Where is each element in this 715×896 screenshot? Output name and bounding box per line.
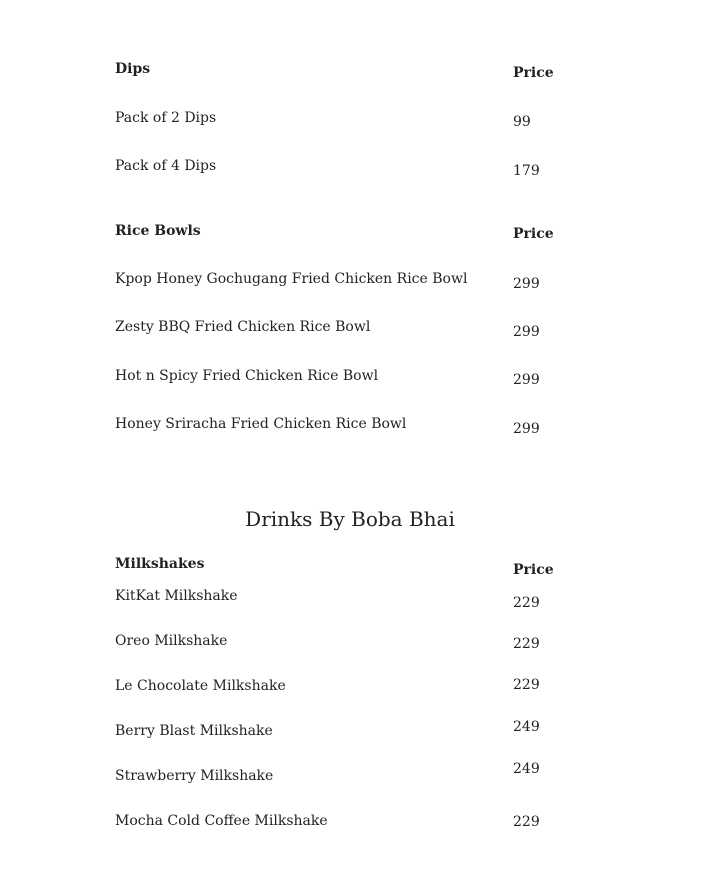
menu-item-price: 229 [513, 636, 540, 652]
menu-item-name: Kpop Honey Gochugang Fried Chicken Rice Bowl [115, 271, 468, 287]
drinks-section-title: Drinks By Boba Bhai [245, 507, 455, 531]
rice-bowls-price-heading: Price [513, 226, 554, 242]
menu-item-name: KitKat Milkshake [115, 588, 238, 604]
menu-item-price: 229 [513, 814, 540, 830]
menu-item-price: 249 [513, 719, 540, 735]
menu-item-name: Pack of 2 Dips [115, 110, 217, 126]
menu-item-name: Zesty BBQ Fried Chicken Rice Bowl [115, 319, 371, 335]
menu-item-price: 179 [513, 163, 540, 179]
menu-item-price: 229 [513, 677, 540, 693]
menu-item-name: Le Chocolate Milkshake [115, 678, 286, 694]
menu-item-name: Oreo Milkshake [115, 633, 228, 649]
menu-item-price: 99 [513, 114, 531, 130]
dips-price-heading: Price [513, 65, 554, 81]
menu-item-price: 299 [513, 276, 540, 292]
menu-item-name: Berry Blast Milkshake [115, 723, 273, 739]
menu-item-price: 299 [513, 324, 540, 340]
milkshakes-price-heading: Price [513, 562, 554, 578]
menu-item-price: 249 [513, 761, 540, 777]
menu-item-price: 299 [513, 421, 540, 437]
rice-bowls-heading: Rice Bowls [115, 223, 201, 239]
menu-item-name: Mocha Cold Coffee Milkshake [115, 813, 328, 829]
menu-item-price: 229 [513, 595, 540, 611]
menu-item-name: Honey Sriracha Fried Chicken Rice Bowl [115, 416, 407, 432]
menu-item-name: Pack of 4 Dips [115, 158, 217, 174]
dips-heading: Dips [115, 61, 151, 77]
milkshakes-heading: Milkshakes [115, 556, 205, 572]
menu-item-name: Hot n Spicy Fried Chicken Rice Bowl [115, 368, 379, 384]
menu-item-name: Strawberry Milkshake [115, 768, 274, 784]
menu-item-price: 299 [513, 372, 540, 388]
